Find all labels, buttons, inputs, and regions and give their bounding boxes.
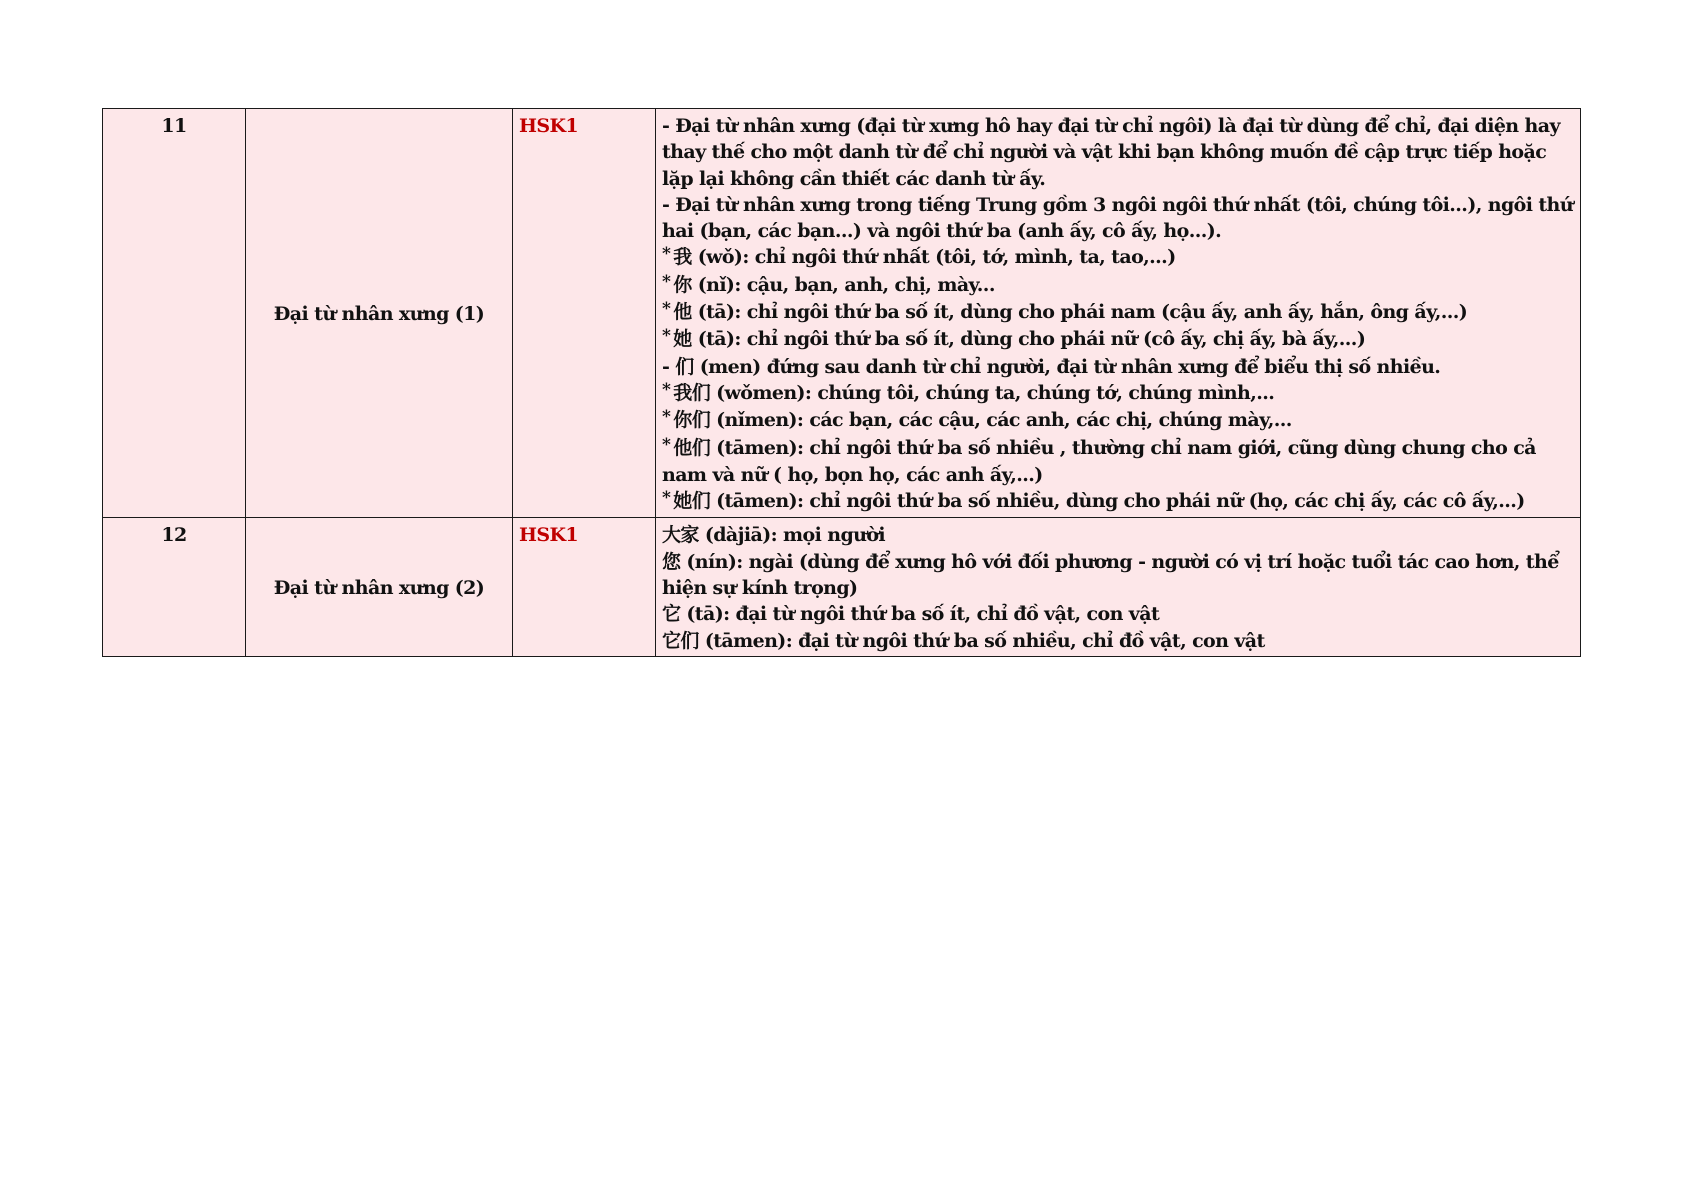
example-line: * 他 (tā): chỉ ngôi thứ ba số ít, dùng cho phái nam (cậu ấy, anh ấy, hắn, ông ấy,...)	[662, 299, 1468, 324]
level-badge: HSK1	[513, 518, 656, 656]
explanation-line: - Đại từ nhân xưng (đại từ xưng hô hay đại từ chỉ ngôi) là đại từ dùng để chỉ, đại diện hay thay thế cho một danh từ để chỉ người và vật khi bạn không muốn đề cập trực tiếp hoặc lặp lại không cần thiết các danh từ ấy.	[662, 115, 1560, 190]
example-line: 大家 (dàjiā): mọi người	[662, 524, 886, 547]
example-line: * 我 (wǒ): chỉ ngôi thứ nhất (tôi, tớ, mình, ta, tao,...)	[662, 244, 1176, 269]
example-line: * 她 (tā): chỉ ngôi thứ ba số ít, dùng cho phái nữ (cô ấy, chị ấy, bà ấy,...)	[662, 326, 1366, 351]
bullet-star-icon: *	[662, 271, 671, 292]
table-row	[103, 109, 1581, 518]
example-line: 它们 (tāmen): đại từ ngôi thứ ba số nhiều, chỉ đồ vật, con vật	[662, 629, 1265, 652]
example-line: * 我们 (wǒmen): chúng tôi, chúng ta, chúng tớ, chúng mình,...	[662, 379, 1275, 404]
example-line: 它 (tā): đại từ ngôi thứ ba số ít, chỉ đồ vật, con vật	[662, 603, 1160, 626]
explanation-cell	[656, 518, 1581, 656]
example-line: * 他们 (tāmen): chỉ ngôi thứ ba số nhiều , thường chỉ nam giới, cũng dùng chung cho cả nam và nữ ( họ, bọn họ, các anh ấy,...)	[662, 434, 1536, 486]
bullet-star-icon: *	[662, 244, 671, 265]
topic-title: Đại từ nhân xưng (2)	[246, 518, 513, 656]
table-row	[103, 518, 1581, 656]
topic-title: Đại từ nhân xưng (1)	[246, 109, 513, 518]
explanation-line: - 们 (men) đứng sau danh từ chỉ người, đại từ nhân xưng để biểu thị số nhiều.	[662, 355, 1441, 378]
bullet-star-icon: *	[662, 434, 671, 455]
grammar-table	[102, 108, 1581, 657]
example-line: 您 (nín): ngài (dùng để xưng hô với đối phương - người có vị trí hoặc tuổi tác cao hơn, thể hiện sự kính trọng)	[662, 550, 1559, 600]
explanation-cell	[656, 109, 1581, 518]
example-line: * 你 (nǐ): cậu, bạn, anh, chị, mày...	[662, 271, 995, 296]
explanation-line: - Đại từ nhân xưng trong tiếng Trung gồm 3 ngôi ngôi thứ nhất (tôi, chúng tôi...), ngôi thứ hai (bạn, các bạn...) và ngôi thứ ba (anh ấy, cô ấy, họ...).	[662, 193, 1573, 243]
bullet-star-icon: *	[662, 488, 671, 509]
example-line: * 她们 (tāmen): chỉ ngôi thứ ba số nhiều, dùng cho phái nữ (họ, các chị ấy, các cô ấy,...)	[662, 488, 1525, 513]
bullet-star-icon: *	[662, 299, 671, 320]
example-line: * 你们 (nǐmen): các bạn, các cậu, các anh, các chị, chúng mày,...	[662, 407, 1292, 432]
bullet-star-icon: *	[662, 379, 671, 400]
row-number: 12	[103, 518, 246, 656]
bullet-star-icon: *	[662, 326, 671, 347]
level-badge: HSK1	[513, 109, 656, 518]
row-number: 11	[103, 109, 246, 518]
bullet-star-icon: *	[662, 407, 671, 428]
